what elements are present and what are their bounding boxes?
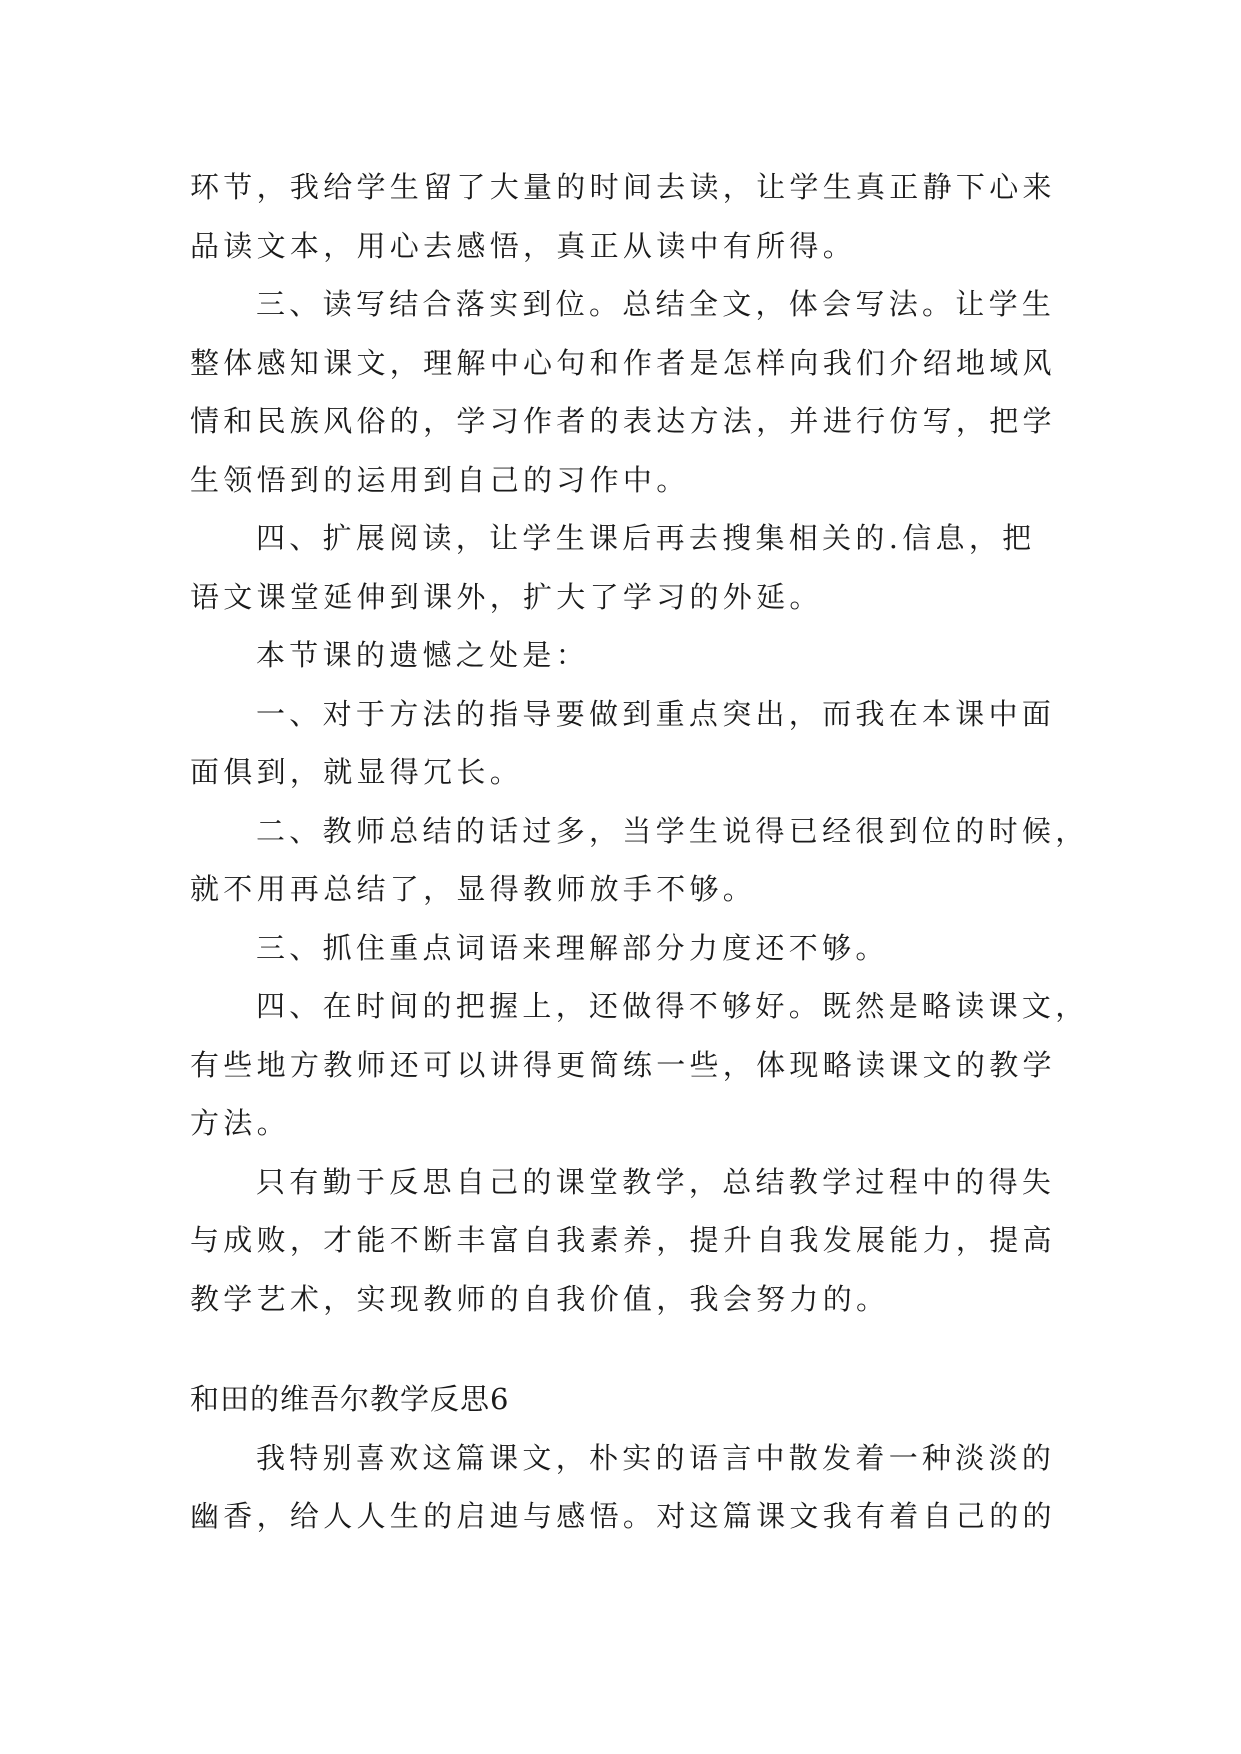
paragraph [190, 626, 1060, 685]
paragraph [190, 509, 1060, 626]
paragraph [190, 1153, 1060, 1329]
text-line: 有些地方教师还可以讲得更简练一些，体现略读课文的教学 [190, 1047, 1056, 1082]
text-line: 整体感知课文，理解中心句和作者是怎样向我们介绍地域风 [190, 345, 1056, 380]
text-line: 方法。 [190, 1106, 290, 1140]
text-line: 面俱到，就显得冗长。 [190, 755, 524, 789]
document-body [190, 158, 1089, 1546]
text-line: 情和民族风俗的，学习作者的表达方法，并进行仿写，把学 [190, 404, 1056, 438]
paragraph [190, 919, 1060, 978]
text-line: 与成败，才能不断丰富自我素养，提升自我发展能力，提高 [190, 1223, 1056, 1257]
text-line: 本节课的遗憾之处是： [256, 638, 590, 672]
text-line: 四、在时间的把握上，还做得不够好。既然是略读课文， [256, 989, 1089, 1023]
section-spacer [190, 1328, 1060, 1370]
text-line: 生领悟到的运用到自己的习作中。 [190, 462, 690, 497]
section-heading: 和田的维吾尔教学反思6 [190, 1382, 510, 1416]
text-line: 二、教师总结的话过多，当学生说得已经很到位的时候， [256, 813, 1089, 848]
text-line: 环节，我给学生留了大量的时间去读，让学生真正静下心来 [190, 170, 1056, 204]
paragraph [190, 1429, 1060, 1546]
text-line: 就不用再总结了，显得教师放手不够。 [190, 872, 757, 906]
paragraph [190, 977, 1089, 1153]
text-line: 幽香，给人人生的启迪与感悟。对这篇课文我有着自己的的 [190, 1499, 1056, 1533]
text-line: 只有勤于反思自己的课堂教学，总结教学过程中的得失 [256, 1164, 1056, 1199]
text-line: 三、抓住重点词语来理解部分力度还不够。 [256, 930, 889, 965]
paragraph [190, 275, 1060, 509]
text-line: 三、读写结合落实到位。总结全文，体会写法。让学生 [256, 287, 1056, 321]
text-line: 语文课堂延伸到课外，扩大了学习的外延。 [190, 579, 823, 614]
paragraph [190, 685, 1060, 802]
text-line: 教学艺术，实现教师的自我价值，我会努力的。 [190, 1281, 890, 1316]
paragraph [190, 158, 1060, 275]
text-line: 四、扩展阅读，让学生课后再去搜集相关的.信息，把 [256, 521, 1036, 555]
text-line: 一、对于方法的指导要做到重点突出，而我在本课中面 [256, 696, 1056, 731]
text-line: 品读文本，用心去感悟，真正从读中有所得。 [190, 228, 857, 263]
text-line: 我特别喜欢这篇课文，朴实的语言中散发着一种淡淡的 [256, 1440, 1056, 1475]
paragraph [190, 802, 1089, 919]
